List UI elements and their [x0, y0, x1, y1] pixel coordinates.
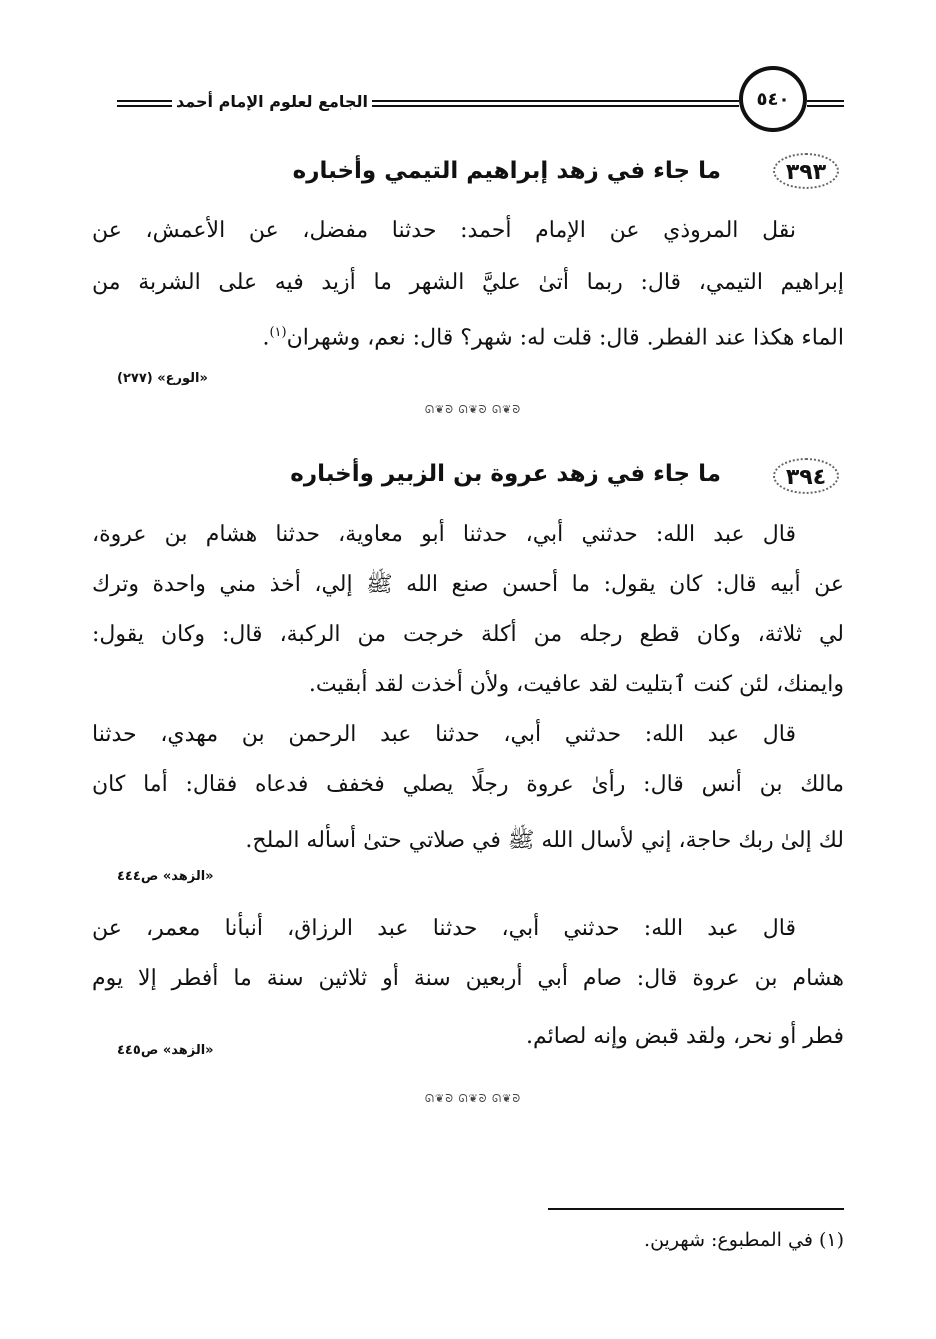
section-title: ما جاء في زهد عروة بن الزبير وأخباره: [290, 461, 721, 487]
source-citation: «الزهد» ص٤٤٤: [117, 869, 214, 884]
header-rule-middle-2: [372, 105, 739, 107]
footnote: (١) في المطبوع: شهرين.: [644, 1229, 844, 1251]
page-number: ٥٤٠: [739, 66, 807, 132]
section-number: ٣٩٤: [773, 458, 839, 494]
text-line: قال عبد الله: حدثني أبي، حدثنا عبد الرزاق، أنبأنا معمر، عن: [92, 916, 796, 941]
header-rule-middle: [372, 100, 739, 102]
text-line: قال عبد الله: حدثني أبي، حدثنا عبد الرحمن بن مهدي، حدثنا: [92, 722, 796, 747]
text-line: إبراهيم التيمي، قال: ربما أتىٰ عليَّ الشهر ما أزيد فيه على الشربة من: [92, 270, 844, 295]
text-line: وايمنك، لئن كنت ٱبتليت لقد عافيت، ولأن أخذت لقد أبقيت.: [308, 672, 844, 697]
text-line: نقل المروذي عن الإمام أحمد: حدثنا مفضل، عن الأعمش، عن: [92, 218, 796, 243]
section-title: ما جاء في زهد إبراهيم التيمي وأخباره: [292, 158, 721, 184]
footnote-rule: [548, 1208, 844, 1210]
source-citation: «الزهد» ص٤٤٥: [117, 1043, 214, 1058]
text-line: [92, 310, 844, 356]
text-line: لك إلىٰ ربك حاجة، إني لأسال الله ﷺ في صلاتي حتىٰ أسأله الملح.: [245, 828, 844, 853]
text-line: فطر أو نحر، ولقد قبض وإنه لصائم.: [526, 1024, 844, 1049]
text-line: لي ثلاثة، وكان قطع رجله من أكلة خرجت من الركبة، قال: وكان يقول:: [92, 622, 844, 647]
footnote-ref: (١): [269, 325, 287, 340]
ornament-divider: ᘏ❦ᘐ ᘏ❦ᘐ ᘏ❦ᘐ: [424, 403, 522, 416]
ornament-divider: ᘏ❦ᘐ ᘏ❦ᘐ ᘏ❦ᘐ: [424, 1092, 522, 1105]
text-line: قال عبد الله: حدثني أبي، حدثنا أبو معاوية، حدثنا هشام بن عروة،: [92, 522, 796, 547]
header-rule-left: [117, 100, 172, 102]
text-line: مالك بن أنس قال: رأىٰ عروة رجلًا يصلي فخفف فدعاه فقال: أما كان: [92, 772, 844, 797]
header-rule-right-2: [807, 105, 844, 107]
section-number: ٣٩٣: [773, 153, 839, 189]
running-title: الجامع لعلوم الإمام أحمد: [176, 92, 368, 111]
text-line: عن أبيه قال: كان يقول: ما أحسن صنع الله ﷺ إلي، أخذ مني واحدة وترك: [92, 572, 844, 597]
text-line: هشام بن عروة قال: صام أبي أربعين سنة أو ثلاثين سنة ما أفطر إلا يوم: [92, 966, 844, 991]
header-rule-right: [807, 100, 844, 102]
text-segment: .: [262, 325, 270, 351]
source-citation: «الورع» (٢٧٧): [117, 371, 208, 386]
header-rule-left-2: [117, 105, 172, 107]
text-segment: الماء هكذا عند الفطر. قال: قلت له: شهر؟ قال: نعم، وشهران: [286, 325, 844, 351]
